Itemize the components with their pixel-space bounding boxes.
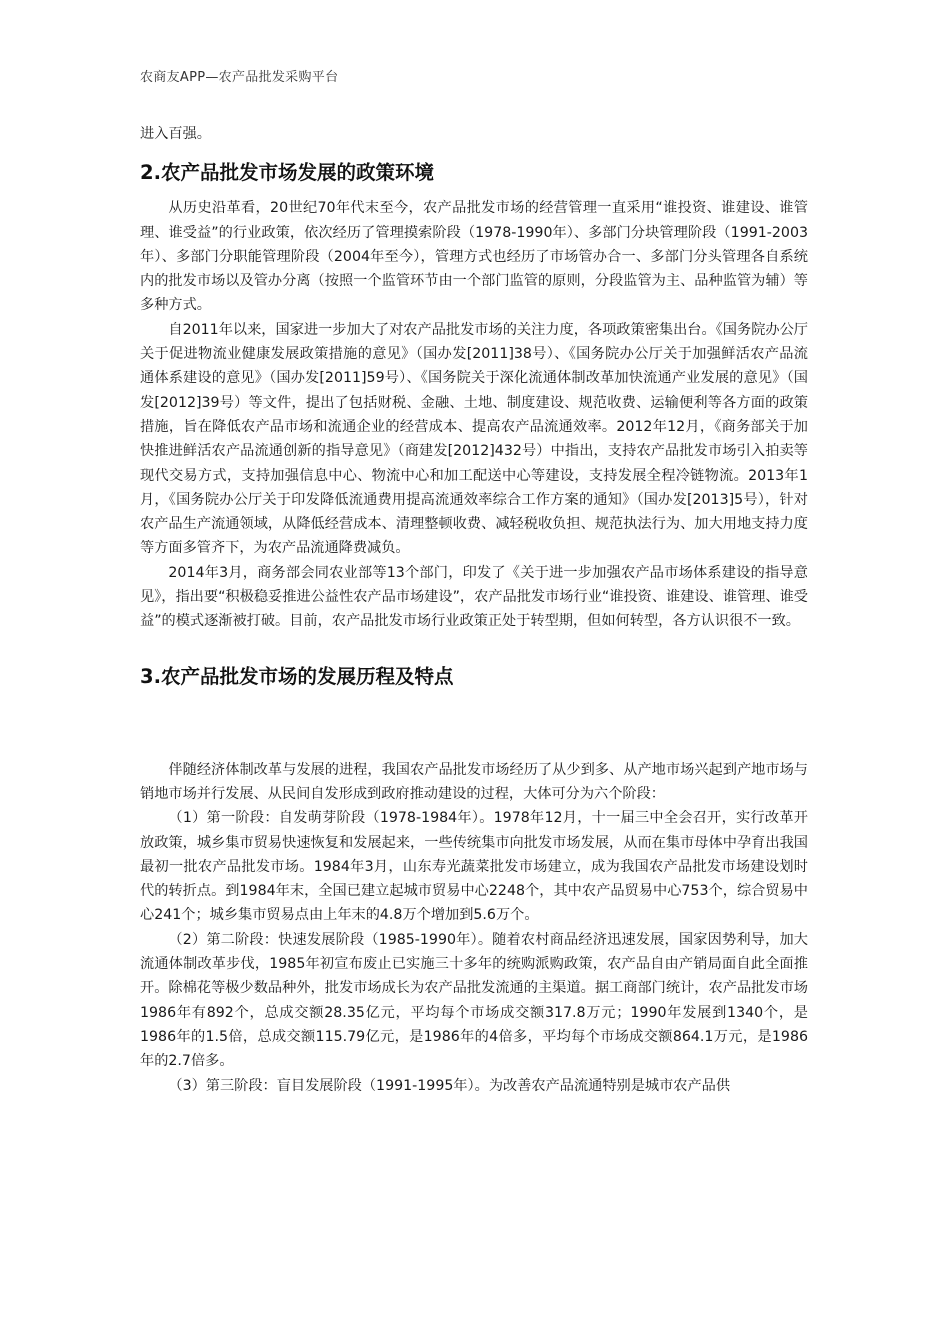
section-2-paragraph-1: 从历史沿革看，20世纪70年代末至今，农产品批发市场的经营管理一直采用“谁投资、谁建设、谁管理、谁受益”的行业政策，依次经历了管理摸索阶段（1978-1990年）、多部门分块管理阶段（1991-2003年）、多部门分职能管理阶段（2004年至今），管理方式也经历了市场管办合一、多部门分头管理各自系统内的批发市场以及管办分离（按照一个监管环节由一个部门监管的原则，分段监管为主、品种监管为辅）等多种方式。 [140,200,808,314]
section-2-heading: 2.农产品批发市场发展的政策环境 [140,161,434,185]
section-3-paragraph-1: 伴随经济体制改革与发展的进程，我国农产品批发市场经历了从少到多、从产地市场兴起到产地市场与销地市场并行发展、从民间自发形成到政府推动建设的过程，大体可分为六个阶段： [140,761,808,802]
section-3-paragraph-4: （3）第三阶段：盲目发展阶段（1991-1995年）。为改善农产品流通特别是城市农产品供 [168,1077,731,1094]
section-2-paragraph-2: 自2011年以来，国家进一步加大了对农产品批发市场的关注力度，各项政策密集出台。《国务院办公厅关于促进物流业健康发展政策措施的意见》（国办发[2011]38号）、《国务院办公厅关于加强鲜活农产品流通体系建设的意见》（国办发[2011]59号）、《国务院关于深化流通体制改革加快流通产业发展的意见》（国发[2012]39号）等文件，提出了包括财税、金融、土地、制度建设、规范收费、运输便利等各方面的政策措施，旨在降低农产品市场和流通企业的经营成本、提高农产品流通效率。2012年12月，《商务部关于加快推进鲜活农产品流通创新的指导意见》（商建发[2012]432号）中指出，支持农产品批发市场引入拍卖等现代交易方式，支持加强信息中心、物流中心和加工配送中心等建设，支持发展全程冷链物流。2013年1月，《国务院办公厅关于印发降低流通费用提高流通效率综合工作方案的通知》（国办发[2013]5号），针对农产品生产流通领域，从降低经营成本、清理整顿收费、减轻税收负担、规范执法行为、加大用地支持力度等方面多管齐下，为农产品流通降费减负。 [140,321,808,557]
section-3-paragraph-3: （2）第二阶段：快速发展阶段（1985-1990年）。随着农村商品经济迅速发展，国家因势利导，加大流通体制改革步伐，1985年初宣布废止已实施三十多年的统购派购政策，农产品自由产销局面自此全面推开。除棉花等极少数品种外，批发市场成长为农产品批发流通的主渠道。据工商部门统计，农产品批发市场1986年有892个，总成交额28.35亿元，平均每个市场成交额317.8万元；1990年发展到1340个，是1986年的1.5倍，总成交额115.79亿元，是1986年的4倍多，平均每个市场成交额864.1万元，是1986年的2.7倍多。 [140,931,808,1070]
page-header: 农商友APP—农产品批发采购平台 [140,70,339,85]
continuation-text: 进入百强。 [140,126,211,142]
section-2-paragraph-3: 2014年3月，商务部会同农业部等13个部门，印发了《关于进一步加强农产品市场体系建设的指导意见》，指出要“积极稳妥推进公益性农产品市场建设”，农产品批发市场行业“谁投资、谁建设、谁管理、谁受益”的模式逐渐被打破。目前，农产品批发市场行业政策正处于转型期，但如何转型，各方认识很不一致。 [140,564,808,630]
section-3-paragraph-2: （1）第一阶段：自发萌芽阶段（1978-1984年）。1978年12月，十一届三中全会召开，实行改革开放政策，城乡集市贸易快速恢复和发展起来，一些传统集市向批发市场发展，从而在集市母体中孕育出我国最初一批农产品批发市场。1984年3月，山东寿光蔬菜批发市场建立，成为我国农产品批发市场建设划时代的转折点。到1984年末，全国已建立起城市贸易中心2248个，其中农产品贸易中心753个，综合贸易中心241个；城乡集市贸易点由上年末的4.8万个增加到5.6万个。 [140,810,808,924]
section-3-heading: 3.农产品批发市场的发展历程及特点 [140,664,454,688]
document-body [140,122,808,1098]
